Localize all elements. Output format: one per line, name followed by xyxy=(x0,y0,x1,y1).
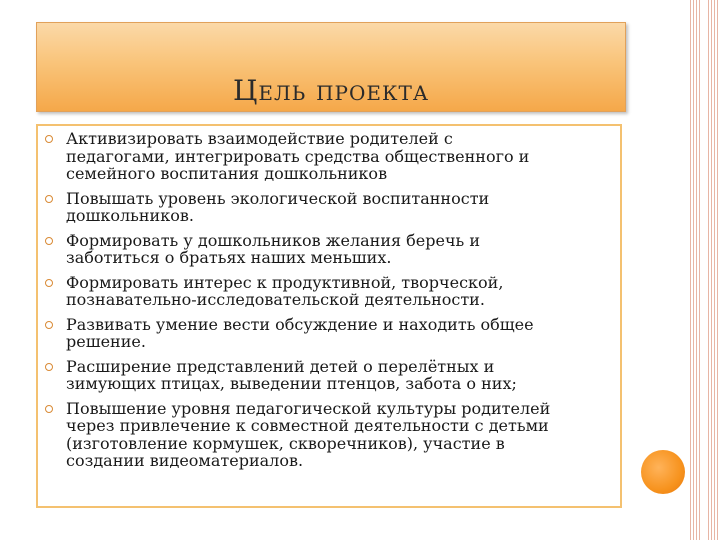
list-item xyxy=(66,400,612,470)
hollow-circle-bullet-icon xyxy=(45,279,53,287)
hollow-circle-bullet-icon xyxy=(45,321,53,329)
side-stripes-gap xyxy=(700,0,708,540)
list-item xyxy=(66,130,612,183)
list-item xyxy=(66,190,612,225)
hollow-circle-bullet-icon xyxy=(45,135,53,143)
list-item-text: Активизировать взаимодействие родителей с педагогами, интегрировать средства общественного и семейного воспитания дошкольников xyxy=(66,129,530,183)
hollow-circle-bullet-icon xyxy=(45,405,53,413)
list-item xyxy=(66,358,612,393)
list-item-text: Расширение представлений детей о перелётных и зимующих птицах, выведении птенцов, забота о них; xyxy=(66,356,517,393)
list-item-text: Формировать у дошкольников желания беречь и заботиться о братьях наших меньших. xyxy=(66,230,481,267)
orange-circle-decoration xyxy=(641,450,685,494)
list-item-text: Развивать умение вести обсуждение и находить общее решение. xyxy=(66,314,534,351)
list-item xyxy=(66,274,612,309)
list-item xyxy=(66,232,612,267)
bullet-list xyxy=(38,126,620,470)
list-item xyxy=(66,316,612,351)
hollow-circle-bullet-icon xyxy=(45,363,53,371)
list-item-text: Формировать интерес к продуктивной, творческой, познавательно-исследовательской деятельности. xyxy=(66,272,504,309)
slide-title: Цель проекта xyxy=(233,74,429,107)
hollow-circle-bullet-icon xyxy=(45,237,53,245)
hollow-circle-bullet-icon xyxy=(45,195,53,203)
content-box xyxy=(36,124,622,508)
list-item-text: Повышение уровня педагогической культуры родителей через привлечение к совместной деятельности с детьми (изготовление кормушек, скворечников), участие в создании видеоматериалов. xyxy=(66,398,551,470)
title-banner xyxy=(36,22,626,112)
list-item-text: Повышать уровень экологической воспитанности дошкольников. xyxy=(66,188,490,225)
